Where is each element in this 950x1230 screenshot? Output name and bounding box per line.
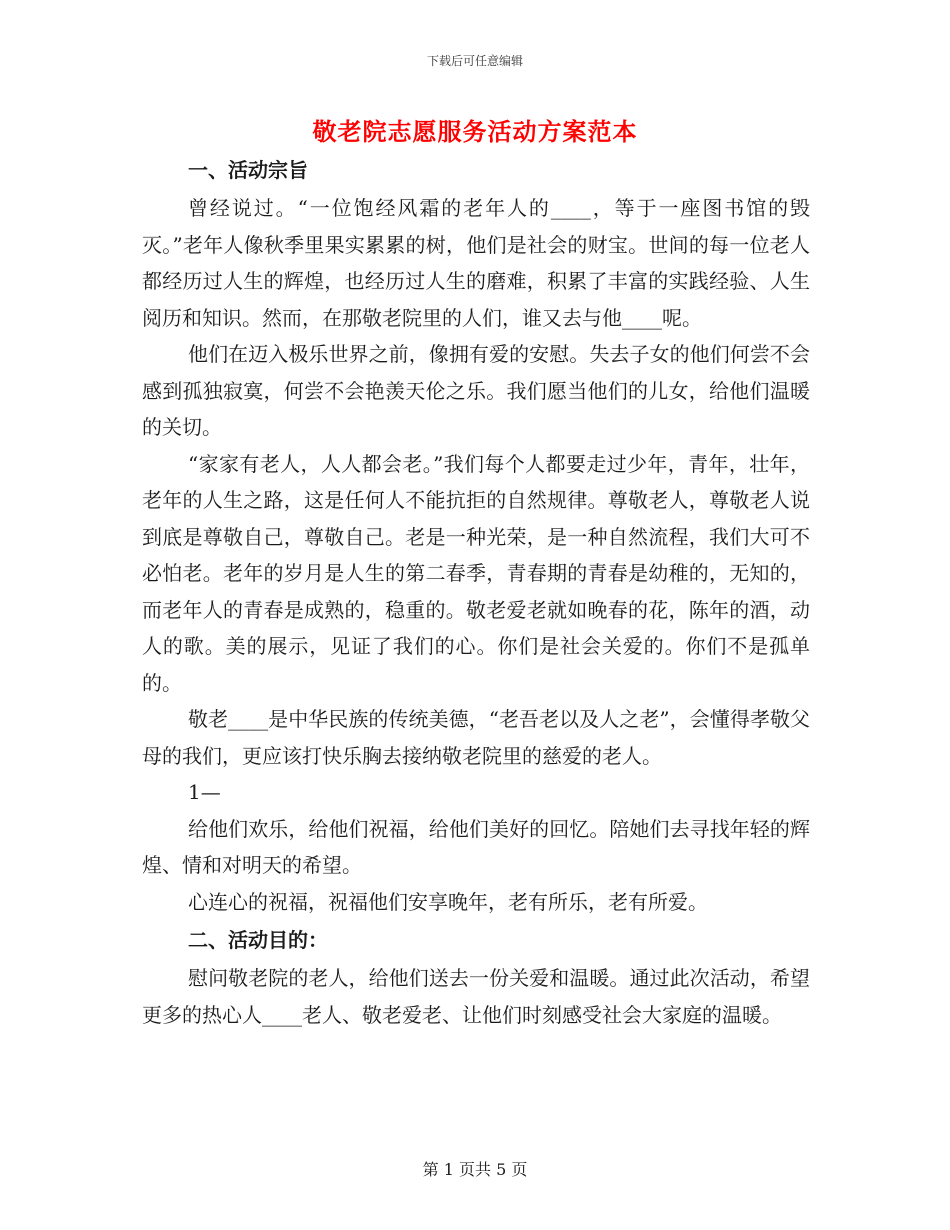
paragraph: 心连心的祝福，祝福他们安享晚年，老有所乐，老有所爱。 [188,889,708,914]
paragraph: 曾经说过。“一位饱经风霜的老年人的____，等于一座图书馆的毁灭。”老年人像秋季里果实累累的树，他们是社会的财宝。世间的每一位老人都经历过人生的辉煌，也经历过人生的磨难，积累了丰富的实践经验、人生阅历和知识。然而，在那敬老院里的人们，谁又去与他____呢。 [142,196,810,330]
paragraph: 给他们欢乐，给他们祝福，给他们美好的回忆。陪她们去寻找年轻的辉煌、情和对明天的希望。 [142,816,810,877]
paragraph: 1— [188,780,221,804]
section-heading-purpose: 一、活动宗旨 [188,158,308,182]
paragraph: 他们在迈入极乐世界之前，像拥有爱的安慰。失去子女的他们何尝不会感到孤独寂寞，何尝不会艳羡天伦之乐。我们愿当他们的儿女，给他们温暖的关切。 [142,342,810,439]
document-body [142,150,810,1033]
paragraph: “家家有老人，人人都会老。”我们每个人都要走过少年，青年，壮年，老年的人生之路，这是任何人不能抗拒的自然规律。尊敬老人，尊敬老人说到底是尊敬自己，尊敬自己。老是一种光荣，是一种自然流程，我们大可不必怕老。老年的岁月是人生的第二春季，青春期的青春是幼稚的，无知的，而老年人的青春是成熟的，稳重的。敬老爱老就如晚春的花，陈年的酒，动人的歌。美的展示，见证了我们的心。你们是社会关爱的。你们不是孤单的。 [142,451,810,695]
document-title: 敬老院志愿服务活动方案范本 [312,117,638,146]
paragraph: 敬老____是中华民族的传统美德，“老吾老以及人之老”，会懂得孝敬父母的我们，更应该打快乐胸去接纳敬老院里的慈爱的老人。 [142,707,810,768]
page-footer: 第 1 页共 5 页 [422,1160,528,1179]
section-heading-goal: 二、活动目的： [188,928,328,952]
paragraph: 慰问敬老院的老人，给他们送去一份关爱和温暖。通过此次活动，希望更多的热心人____老人、敬老爱老、让他们时刻感受社会大家庭的温暖。 [142,966,810,1027]
header-note: 下载后可任意编辑 [426,54,523,68]
